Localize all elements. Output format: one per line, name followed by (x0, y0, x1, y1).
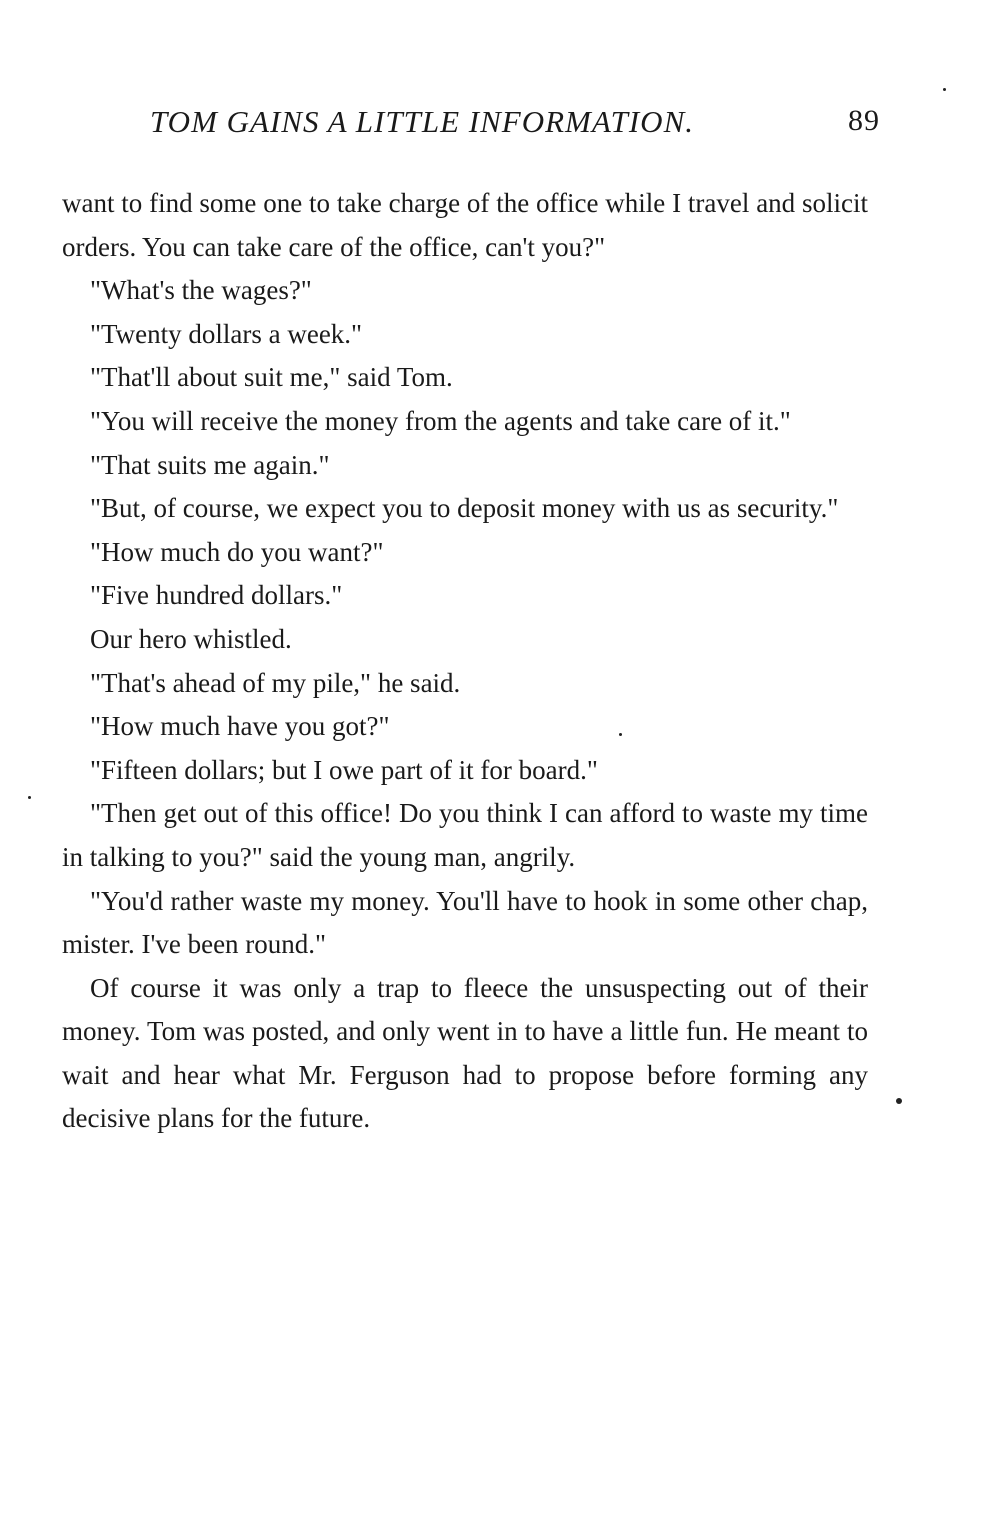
paragraph: "You will receive the money from the agents and take care of it." (90, 405, 791, 436)
chapter-title: TOM GAINS A LITTLE INFORMATION. (150, 104, 694, 139)
paragraph: "That suits me again." (90, 449, 330, 480)
paragraph: "You'd rather waste my money. You'll have to hook in some other chap, mister. I've been round." (62, 885, 868, 960)
page-body (62, 182, 868, 1141)
ink-speck (28, 796, 31, 799)
ink-speck (943, 88, 946, 91)
paragraph: want to find some one to take charge of the office while I travel and solicit orders. You can take care of the office, can't you?" (62, 188, 868, 262)
paragraph: Our hero whistled. (90, 623, 292, 654)
paragraph: "That's ahead of my pile," he said. (90, 667, 461, 698)
paragraph: "Fifteen dollars; but I owe part of it for board." (90, 754, 598, 785)
paragraph: "How much do you want?" (90, 536, 384, 567)
page-number: 89 (848, 104, 880, 137)
running-header (150, 104, 880, 148)
ink-speck (896, 1098, 902, 1104)
paragraph: "Five hundred dollars." (90, 580, 343, 611)
paragraph: Of course it was only a trap to fleece the unsuspecting out of their money. Tom was posted, and only went in to have a little fun. He meant to wait and hear what Mr. Ferguson had to propose before forming any decisive plans for the future. (62, 972, 868, 1134)
paragraph: "But, of course, we expect you to deposit money with us as security." (90, 493, 839, 524)
ink-speck (619, 733, 622, 736)
paragraph: "That'll about suit me," said Tom. (90, 362, 453, 393)
paragraph: "Then get out of this office! Do you think I can afford to waste my time in talking to you?" said the young man, angrily. (62, 798, 868, 872)
paragraph: "How much have you got?" (90, 711, 390, 742)
paragraph: "What's the wages?" (90, 275, 312, 306)
paragraph: "Twenty dollars a week." (90, 318, 363, 349)
